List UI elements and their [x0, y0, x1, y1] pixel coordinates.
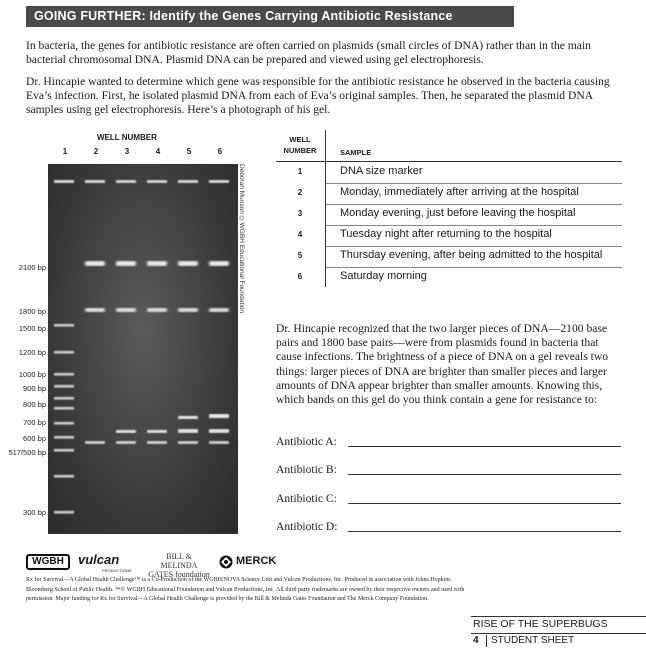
answer-antibiotic-c[interactable]	[276, 492, 337, 505]
table-row	[276, 162, 622, 184]
merck-icon	[219, 555, 233, 569]
well-number-title: WELL NUMBER	[97, 133, 157, 142]
table-row	[276, 225, 622, 247]
answer-line[interactable]	[348, 474, 621, 475]
well-number-2: 2	[93, 147, 99, 156]
row-sample: Tuesday night after returning to the hospital	[340, 228, 552, 240]
gates-line-2: GATES foundation	[148, 570, 210, 579]
table-row	[276, 246, 622, 268]
row-sample: Saturday morning	[340, 270, 427, 282]
footer-credit: Rx for Survival—A Global Health Challenge™ is a Co-Production of the WGBH/NOVA Science Unit and Vulcan Productions, Inc. Produced in association with Johns Hopkins Bloomberg School of Public Health. ™© WGBH Educational Foundation and Vulcan Productions, Inc. All third party trademarks are owned by their respective owners and used with permission. Major funding for Rx for Survival—A Global Health Challenge is provided by the Bill & Melinda Gates Foundation and The Merck Company Foundation.	[26, 577, 465, 602]
bp-label: 700 bp	[23, 418, 46, 427]
vulcan-logo: vulcan	[78, 552, 120, 567]
gel-figure	[0, 130, 250, 540]
bp-label: 517/500 bp	[8, 448, 46, 457]
question-text: Dr. Hincapie recognized that the two larger pieces of DNA—2100 base pairs and 1800 base pairs—were from plasmids found in bacteria that cause infections. The brightness of a piece of DNA on a gel reveals two things: larger pieces of DNA are brighter than smaller pieces and larger amounts of DNA appear brighter than smaller amounts. Knowing this, which bands on this gel do you think contain a gene for resistance to:	[276, 322, 609, 407]
bp-label: 800 bp	[23, 400, 46, 409]
answer-label: Antibiotic B:	[276, 463, 337, 476]
bp-label: 1500 bp	[18, 324, 46, 333]
answer-label: Antibiotic C:	[276, 492, 337, 505]
wgbh-logo: WGBH	[26, 554, 70, 570]
answer-label: Antibiotic D:	[276, 520, 338, 533]
table-row	[276, 267, 622, 289]
row-well-number: 1	[297, 167, 303, 176]
row-well-number: 5	[297, 251, 303, 260]
bp-label: 1800 bp	[18, 307, 46, 316]
row-sample: Monday, immediately after arriving at the hospital	[340, 186, 579, 198]
bp-label: 2100 bp	[18, 263, 46, 272]
gel-bands	[48, 164, 238, 534]
gates-line-1: BILL & MELINDA	[160, 552, 198, 570]
row-well-number: 6	[297, 272, 303, 281]
answer-antibiotic-b[interactable]	[276, 463, 337, 476]
row-well-number: 3	[297, 209, 303, 218]
answer-antibiotic-a[interactable]	[276, 435, 337, 448]
merck-logo: MERCK	[236, 555, 277, 567]
photo-credit: Deborah Munson ©WGBH Educational Foundation	[238, 164, 245, 313]
table-header-well: WELL NUMBER	[283, 135, 317, 155]
well-number-5: 5	[186, 147, 192, 156]
well-number-3: 3	[124, 147, 130, 156]
gates-foundation-logo	[148, 552, 210, 579]
bp-label: 300 bp	[23, 508, 46, 517]
page-divider	[486, 635, 487, 647]
answer-line[interactable]	[348, 503, 621, 504]
page-number: 4	[473, 635, 479, 646]
series-title: RISE OF THE SUPERBUGS	[471, 616, 646, 632]
row-well-number: 4	[297, 230, 303, 239]
bp-label: 1200 bp	[18, 348, 46, 357]
bp-label: 1000 bp	[18, 370, 46, 379]
well-number-6: 6	[217, 147, 223, 156]
table-row	[276, 183, 622, 205]
answer-antibiotic-d[interactable]	[276, 520, 338, 533]
intro-paragraph-1: In bacteria, the genes for antibiotic resistance are often carried on plasmids (small circles of DNA) rather than in the main bacterial chromosomal DNA. Plasmid DNA can be prepared and viewed using gel electrophoresis.	[26, 39, 591, 66]
section-header: GOING FURTHER: Identify the Genes Carrying Antibiotic Resistance	[26, 6, 514, 27]
well-number-1: 1	[62, 147, 68, 156]
gel-photo	[48, 164, 238, 534]
table-header-sample: SAMPLE	[340, 148, 372, 157]
row-sample: Monday evening, just before leaving the hospital	[340, 207, 576, 219]
page-label	[471, 633, 646, 648]
answer-label: Antibiotic A:	[276, 435, 337, 448]
row-sample: DNA size marker	[340, 165, 423, 177]
answer-line[interactable]	[348, 446, 621, 447]
sheet-label: STUDENT SHEET	[491, 635, 575, 646]
row-sample: Thursday evening, after being admitted to the hospital	[340, 249, 603, 261]
answer-line[interactable]	[348, 531, 621, 532]
bp-label: 600 bp	[23, 434, 46, 443]
row-well-number: 2	[297, 188, 303, 197]
bp-label: 900 bp	[23, 384, 46, 393]
intro-paragraph-2: Dr. Hincapie wanted to determine which gene was responsible for the antibiotic resistance he observed in the bacteria causing Eva’s infection. First, he isolated plasmid DNA from each of Eva’s original samples. Then, he separated the plasmid DNA samples using gel electrophoresis. Here’s a photograph of his gel.	[26, 75, 610, 116]
well-number-4: 4	[155, 147, 161, 156]
sponsor-logos	[26, 552, 326, 579]
vulcan-logo-sub: PRODUCTIONS	[102, 568, 132, 573]
table-row	[276, 204, 622, 226]
